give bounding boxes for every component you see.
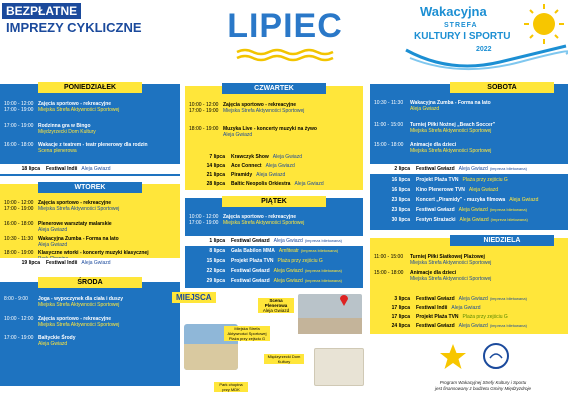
- strip-place: Aleja Gwiazd: [509, 197, 539, 203]
- footer-line2: jest finansowany z budżetu Gminy Międzyzdroje: [434, 386, 532, 391]
- strip-date: 23 lipca: [391, 207, 410, 213]
- event-time: 17:00 - 19:00: [4, 107, 34, 113]
- strip-note: (impreza biletowana): [489, 166, 527, 171]
- badge: [2, 2, 170, 37]
- event-title: Klasyczne wtorki - koncerty muzyki klasycznej: [38, 250, 149, 256]
- strip-name: Festiwal Indii: [416, 305, 448, 311]
- strip-place: Aleja Gwiazd: [458, 296, 488, 302]
- place-label: Międzyrzecki Dom Kultury: [264, 354, 304, 364]
- event-title: Wakacje z teatrem - teatr plenerowy dla rodzin: [38, 142, 148, 148]
- strip-date: 15 lipca: [206, 258, 225, 264]
- event-title: Animacje dla dzieci: [410, 142, 457, 148]
- strip-date: 7 lipca: [209, 154, 225, 160]
- saturday-panel: [370, 84, 568, 230]
- event-time: 17:00 - 19:00: [189, 108, 219, 114]
- friday-strip: [185, 246, 363, 256]
- strip-date: 30 lipca: [391, 217, 410, 223]
- strip-date: 16 lipca: [391, 187, 410, 193]
- friday-strip: [185, 236, 363, 246]
- logo-line3: KULTURY I SPORTU: [414, 31, 511, 42]
- strip-date: 28 lipca: [206, 181, 225, 187]
- strip-place: Aleja Gwiazd: [458, 207, 488, 213]
- event-place: Międzyrzecki Dom Kultury: [38, 129, 96, 135]
- event-title: Zajęcia sportowo - rekreacyjne: [223, 102, 297, 108]
- thursday-header: CZWARTEK: [222, 83, 326, 94]
- event-time: 11:00 - 15:00: [374, 122, 404, 128]
- saturday-event: [370, 122, 568, 134]
- event-time: 10:00 - 12:00: [4, 200, 34, 206]
- strip-name: Festiwal Indii: [46, 260, 78, 266]
- strip-date: 29 lipca: [206, 278, 225, 284]
- saturday-header: SOBOTA: [450, 82, 554, 93]
- event-place: Aleja Gwiazd: [38, 341, 68, 347]
- event-place: Miejska Strefa Aktywności Sportowej: [38, 107, 120, 113]
- event-title: Wakacyjna Zumba - Forma na lato: [410, 100, 491, 106]
- strip-name: Projekt Plaża TVN: [416, 314, 459, 320]
- event-time: 17:00 - 19:00: [4, 123, 34, 129]
- monday-event: [0, 142, 180, 154]
- strip-place: Aleja Gwiazd: [273, 238, 303, 244]
- event-title: Plenerowe warsztaty malarskie: [38, 221, 112, 227]
- event-title: Animacje dla dzieci: [410, 270, 457, 276]
- saturday-strip: [370, 185, 568, 195]
- saturday-event: [370, 142, 568, 154]
- wednesday-event: [0, 335, 180, 347]
- thursday-strip: [185, 179, 363, 189]
- event-place: Aleja Gwiazd: [38, 227, 68, 233]
- sunday-strip: [370, 321, 568, 331]
- strip-name: Piramidy: [231, 172, 253, 178]
- event-time: 18:00 - 19:00: [189, 126, 219, 132]
- tuesday-header: WTOREK: [38, 182, 142, 193]
- event-title: Wakacyjna Zumba - Forma na lato: [38, 236, 119, 242]
- festival-strip: [0, 258, 180, 268]
- saturday-strip: [370, 195, 568, 205]
- event-place: Miejska Strefa Aktywności Sportowej: [38, 322, 120, 328]
- event-place: Miejska Strefa Aktywności Sportowej: [38, 206, 120, 212]
- logo-wave-icon: [400, 40, 568, 72]
- event-place: Miejska Strefa Aktywności Sportowej: [223, 220, 305, 226]
- event-time: 8:00 - 9:00: [4, 296, 28, 302]
- strip-date: 3 lipca: [394, 296, 410, 302]
- thursday-event: [185, 126, 363, 138]
- wednesday-header: ŚRODA: [38, 277, 142, 288]
- event-time: 15:00 - 18:00: [374, 270, 404, 276]
- strip-place: Aleja Gwiazd: [81, 260, 111, 266]
- sunday-event: [370, 270, 568, 282]
- event-place: Miejska Strefa Aktywności Sportowej: [38, 302, 120, 308]
- event-time: 16:00 - 18:00: [4, 142, 34, 148]
- friday-strip: [185, 266, 363, 276]
- event-title: Zajęcia sportowo - rekreacyjne: [38, 316, 112, 322]
- crest-logo-icon: [482, 342, 510, 372]
- strip-name: Projekt Plaża TVN: [416, 177, 459, 183]
- strip-name: Ace Connect: [231, 163, 262, 169]
- strip-name: Festiwal Indii: [46, 166, 78, 172]
- strip-date: 22 lipca: [206, 268, 225, 274]
- place-label: Park chopina przy MDK: [214, 382, 248, 392]
- strip-name: Koncert „Piramidy” - muzyka filmowa: [416, 197, 506, 203]
- event-place: Miejska Strefa Aktywności Sportowej: [410, 276, 492, 282]
- strip-note: (impreza biletowana): [490, 217, 528, 222]
- event-time: 15:00 - 18:00: [374, 142, 404, 148]
- logo: [400, 2, 568, 72]
- event-title: Zajęcia sportowo - rekreacyjne: [38, 200, 112, 206]
- strip-note: (impreza biletowana): [489, 207, 527, 212]
- event-time: 10:00 - 12:00: [189, 102, 219, 108]
- monday-panel: [0, 84, 180, 176]
- thursday-panel: [185, 86, 363, 190]
- event-place: Aleja Gwiazd: [38, 242, 68, 248]
- event-title: Zajęcia sportowo - rekreacyjne: [38, 101, 112, 107]
- strip-place: Plaża przy zejściu G: [277, 258, 323, 264]
- strip-note: (impreza biletowana): [304, 278, 342, 283]
- strip-place: Aleja Gwiazd: [458, 166, 488, 172]
- logo-year: 2022: [476, 46, 492, 53]
- strip-date: 21 lipca: [206, 172, 225, 178]
- strip-note: (impreza biletowana): [304, 238, 342, 243]
- strip-place: Plaża przy zejściu G: [462, 177, 508, 183]
- event-title: Turniej Piłki Siatkowej Plażowej: [410, 254, 485, 260]
- strip-name: Festiwal Gwiazd: [416, 166, 455, 172]
- event-title: Joga - wypoczynek dla ciała i duszy: [38, 296, 124, 302]
- event-time: 10:30 - 11:30: [4, 236, 34, 242]
- event-place: Miejska Strefa Aktywności Sportowej: [410, 260, 492, 266]
- strip-place: Aleja Gwiazd: [273, 278, 303, 284]
- event-time: 10:00 - 12:00: [189, 214, 219, 220]
- event-place: Miejska Strefa Aktywności Sportowej: [410, 148, 492, 154]
- strip-place: Aleja Gwiazd: [458, 323, 488, 329]
- festival-strip: [0, 164, 180, 174]
- footer-text: [398, 380, 568, 392]
- event-place: Scena plenerowa: [38, 148, 77, 154]
- sunday-event: [370, 254, 568, 266]
- wednesday-event: [0, 296, 180, 308]
- event-time: 17:00 - 19:00: [189, 220, 219, 226]
- strip-place: Aleja Gwiazd: [468, 187, 499, 193]
- strip-place: Aleja Gwiazd: [294, 181, 324, 187]
- wednesday-event: [0, 316, 180, 328]
- strip-place: Aleja Gwiazd: [81, 166, 111, 172]
- strip-date: 1 lipca: [209, 238, 225, 244]
- event-time: 10:00 - 12:00: [4, 316, 34, 322]
- strip-name: Festiwal Gwiazd: [416, 207, 455, 213]
- saturday-strip: [370, 205, 568, 215]
- saturday-strip: [370, 215, 568, 225]
- strip-date: 14 lipca: [206, 163, 225, 169]
- event-title: Zajęcia sportowo - rekreacyjne: [223, 214, 297, 220]
- strip-name: Festiwal Gwiazd: [231, 268, 270, 274]
- event-time: 10:00 - 12:00: [4, 101, 34, 107]
- strip-place: Plaża przy zejściu G: [462, 314, 508, 320]
- event-time: 10:30 - 11:30: [374, 100, 404, 106]
- strip-name: Festiwal Gwiazd: [231, 278, 270, 284]
- strip-place: Aleja Gwiazd: [272, 154, 302, 160]
- wave-decoration: [235, 48, 335, 62]
- sunday-panel: [370, 238, 568, 334]
- event-time: 17:00 - 19:00: [4, 206, 34, 212]
- saturday-strip: [370, 164, 568, 174]
- strip-date: 2 lipca: [394, 166, 410, 172]
- event-time: 16:00 - 18:00: [4, 221, 34, 227]
- event-time: 18:00 - 19:00: [4, 250, 34, 256]
- strip-name: Projekt Plaża TVN: [231, 258, 274, 264]
- month-title: LIPIEC: [227, 7, 343, 45]
- badge-bottom: IMPREZY CYKLICZNE: [6, 20, 142, 35]
- place-label: Scena Plenerowa Aleja Gwiazd: [258, 298, 294, 313]
- footer-line1: Program Wakacyjnej Strefy Kultury i Sportu: [439, 380, 527, 385]
- monday-header: PONIEDZIAŁEK: [38, 82, 142, 93]
- friday-header: PIĄTEK: [222, 196, 326, 207]
- tuesday-event: [0, 206, 180, 212]
- monday-event: [0, 123, 180, 135]
- places-title: MIEJSCA: [172, 292, 216, 303]
- strip-name: Gala Babilon MMA: [231, 248, 275, 254]
- strip-place: Amfiteatr: [278, 248, 299, 254]
- promenade-photo: [298, 294, 362, 334]
- event-place: Aleja Gwiazd: [410, 106, 440, 112]
- event-title: Baltyckie Środy: [38, 335, 76, 341]
- saturday-event: [370, 100, 568, 112]
- event-place: Miejska Strefa Aktywności Sportowej: [410, 128, 492, 134]
- event-title: Muzyka Live - koncerty muzyki na żywo: [223, 126, 317, 132]
- tuesday-event: [0, 221, 180, 233]
- monday-event: [0, 107, 180, 113]
- badge-top: BEZPŁATNE: [2, 3, 81, 19]
- event-title: Turniej Piłki Nożnej „Beach Soccer”: [410, 122, 496, 128]
- strip-date: 23 lipca: [391, 197, 410, 203]
- saturday-strip: [370, 175, 568, 185]
- tuesday-event: [0, 236, 180, 248]
- strip-name: Krawczyk Show: [231, 154, 269, 160]
- strip-note: (impreza biletowana): [300, 248, 339, 253]
- strip-place: Aleja Gwiazd: [265, 163, 295, 169]
- thursday-event: [185, 108, 363, 114]
- wednesday-panel: [0, 279, 180, 386]
- strip-name: Festiwal Gwiazd: [416, 323, 455, 329]
- event-place: Miejska Strefa Aktywności Sportowej: [223, 108, 305, 114]
- strip-name: Baltic Neopolis Orkiestra: [231, 181, 291, 187]
- strip-date: 17 lipca: [391, 314, 410, 320]
- strip-date: 8 lipca: [209, 248, 225, 254]
- strip-note: (impreza biletowana): [489, 323, 527, 328]
- strip-date: 24 lipca: [391, 323, 410, 329]
- mdk-photo: [314, 348, 364, 386]
- strip-name: Kino Plenerowe TVN: [416, 187, 465, 193]
- tuesday-panel: [0, 184, 180, 268]
- logo-subtitle: STREFA: [444, 22, 478, 29]
- event-time: 17:00 - 19:00: [4, 335, 34, 341]
- strip-name: Festyn Strażacki: [416, 217, 456, 223]
- strip-note: (impreza biletowana): [304, 268, 342, 273]
- strip-name: Festiwal Gwiazd: [416, 296, 455, 302]
- strip-date: 17 lipca: [391, 305, 410, 311]
- friday-panel: [185, 198, 363, 288]
- event-title: Rodzinna gra w Bingo: [38, 123, 91, 129]
- strip-place: Aleja Gwiazd: [256, 172, 286, 178]
- strip-date: 16 lipca: [391, 177, 410, 183]
- strip-place: Aleja Gwiazd: [459, 217, 489, 223]
- friday-strip: [185, 276, 363, 286]
- sunday-header: NIEDZIELA: [450, 235, 554, 246]
- logo-title: Wakacyjna: [420, 4, 487, 19]
- strip-name: Festiwal Gwiazd: [231, 238, 270, 244]
- place-label: Miejska Strefa Aktywności Sportowej Plaża przy zejściu G: [224, 326, 270, 341]
- friday-strip: [185, 256, 363, 266]
- event-place: Aleja Gwiazd: [223, 132, 253, 138]
- map-pin-icon: [339, 294, 349, 306]
- star-logo-icon: [438, 342, 468, 372]
- strip-note: (impreza biletowana): [489, 296, 527, 301]
- strip-date: 18 lipca: [21, 166, 40, 172]
- event-time: 11:00 - 15:00: [374, 254, 404, 260]
- strip-place: Aleja Gwiazd: [451, 305, 481, 311]
- places-map: [184, 298, 364, 404]
- strip-date: 19 lipca: [21, 260, 40, 266]
- strip-place: Aleja Gwiazd: [273, 268, 303, 274]
- friday-event: [185, 220, 363, 226]
